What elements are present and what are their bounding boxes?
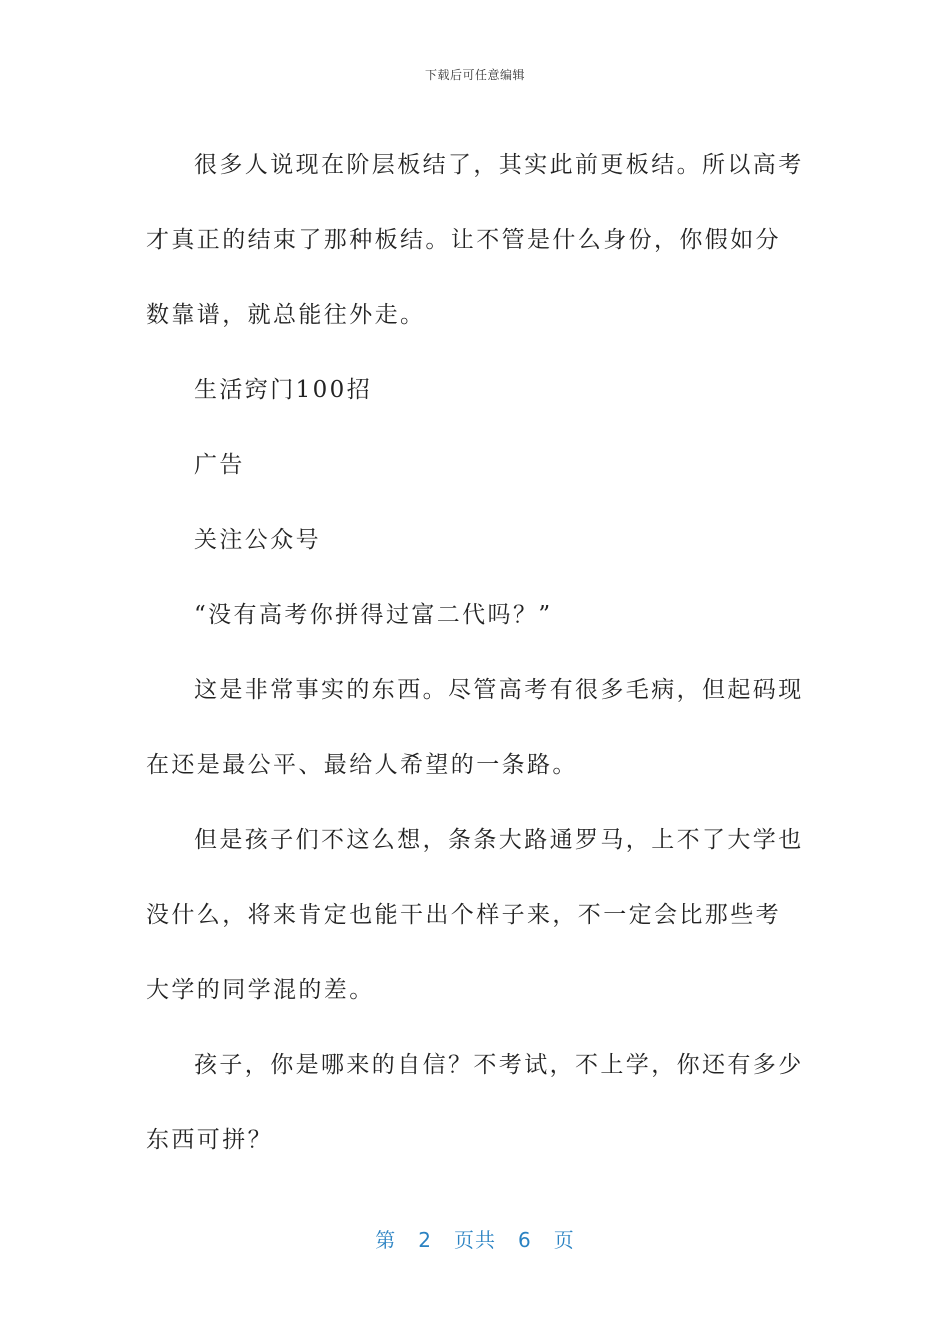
paragraph: 很多人说现在阶层板结了，其实此前更板结。所以高考才真正的结束了那种板结。让不管是什么身份，你假如分数靠谱，就总能往外走。 <box>146 152 804 328</box>
page-footer <box>0 1224 950 1253</box>
paragraph: 孩子，你是哪来的自信？不考试，不上学，你还有多少东西可拼？ <box>146 1052 804 1153</box>
paragraph: 生活窍门100招 <box>194 377 373 403</box>
paragraph: “没有高考你拼得过富二代吗？” <box>194 602 553 628</box>
page-suffix: 页 <box>553 1228 575 1252</box>
paragraph: 广告 <box>194 452 245 478</box>
document-body <box>146 128 806 1178</box>
page-middle-text: 页共 <box>454 1228 496 1252</box>
download-note: 下载后可任意编辑 <box>424 68 525 82</box>
total-pages-number: 6 <box>518 1228 532 1252</box>
paragraph: 但是孩子们不这么想，条条大路通罗马，上不了大学也没什么，将来肯定也能干出个样子来，不一定会比那些考大学的同学混的差。 <box>146 827 804 1003</box>
paragraph: 关注公众号 <box>194 527 321 553</box>
current-page-number: 2 <box>418 1228 432 1252</box>
page-prefix: 第 <box>375 1228 397 1252</box>
paragraph: 这是非常事实的东西。尽管高考有很多毛病，但起码现在还是最公平、最给人希望的一条路。 <box>146 677 804 778</box>
